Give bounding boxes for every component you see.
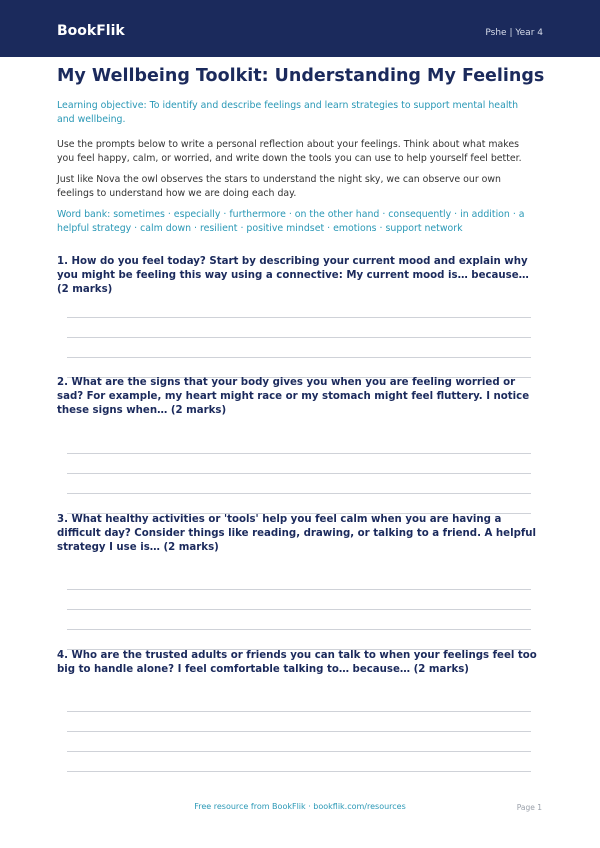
answer-line (67, 589, 531, 590)
answer-line (67, 771, 531, 772)
page-number: Page 1 (516, 803, 542, 812)
answer-line (67, 473, 531, 474)
question-2: 2. What are the signs that your body gives you when you are feeling worried or sad? For example, my heart might race or my stomach might feel fluttery. I notice these signs when… (2 marks) (57, 377, 530, 416)
page-header (0, 0, 600, 57)
answer-line (67, 629, 531, 630)
footer-link[interactable]: Free resource from BookFlik · bookflik.com/resources (194, 802, 406, 811)
answer-line (67, 317, 531, 318)
answer-line (67, 711, 531, 712)
intro-paragraph: Use the prompts below to write a personal reflection about your feelings. Think about what makes you feel happy, calm, or worried, and write down the tools you can use to help yourself feel better. (57, 139, 522, 164)
word-bank: Word bank: sometimes · especially · furthermore · on the other hand · consequently · in addition · a helpful strategy · calm down · resilient · positive mindset · emotions · support network (57, 209, 525, 234)
question-4: 4. Who are the trusted adults or friends you can talk to when your feelings feel too big to handle alone? I feel comfortable talking to… because… (2 marks) (57, 650, 537, 675)
question-3: 3. What healthy activities or 'tools' help you feel calm when you are having a difficult day? Consider things like reading, drawing, or talking to a friend. A helpful strategy I use is… (2 marks) (57, 514, 537, 553)
answer-line (67, 357, 531, 358)
answer-line (67, 609, 531, 610)
learning-objective: Learning objective: To identify and describe feelings and learn strategies to support mental health and wellbeing. (57, 100, 519, 125)
answer-line (67, 337, 531, 338)
intro-paragraph-owl: Just like Nova the owl observes the stars to understand the night sky, we can observe our own feelings to understand how we are doing each day. (57, 174, 501, 199)
question-1: 1. How do you feel today? Start by describing your current mood and explain why you might be feeling this way using a connective: My current mood is… because… (2 marks) (57, 256, 529, 295)
answer-line (67, 493, 531, 494)
worksheet-title: My Wellbeing Toolkit: Understanding My Feelings (57, 66, 545, 86)
answer-line (67, 751, 531, 752)
subject-year-label: Pshe | Year 4 (485, 28, 543, 38)
answer-line (67, 731, 531, 732)
answer-line (67, 453, 531, 454)
brand-logo-text[interactable]: BookFlik (57, 23, 125, 39)
